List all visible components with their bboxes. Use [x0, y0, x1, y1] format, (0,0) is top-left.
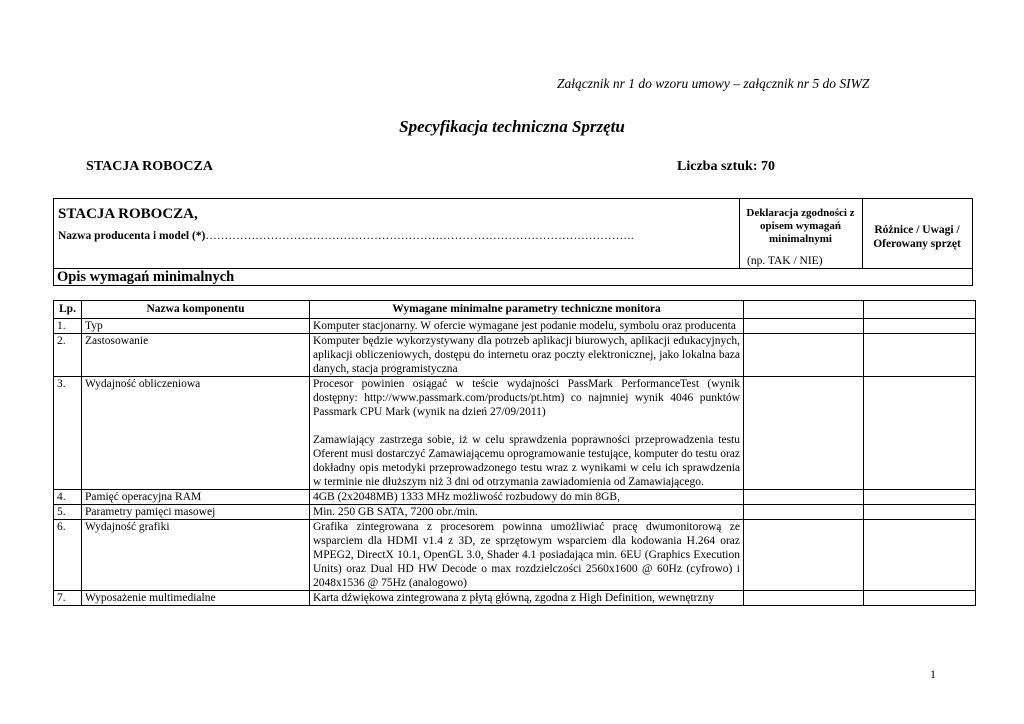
row-declaration-cell[interactable] [744, 505, 864, 520]
row-differences-cell[interactable] [864, 377, 976, 490]
requirement-text: Komputer stacjonarny. W ofercie wymagane jest podanie modelu, symbolu oraz producenta [313, 320, 736, 332]
attachment-reference: Załącznik nr 1 do wzoru umowy – załącznik nr 5 do SIWZ [557, 76, 870, 91]
col-header-declaration [744, 301, 864, 319]
row-differences-cell[interactable] [864, 505, 976, 520]
requirement-text: Komputer będzie wykorzystywany dla potrzeb aplikacji biurowych, aplikacji edukacyjnych, aplikacji obliczeniowych, dostępu do internetu oraz poczty elektronicznej, jako lokalna baza danych, stacja programistyczna [313, 335, 740, 375]
row-component: Typ [82, 319, 310, 334]
table-row [54, 490, 976, 505]
row-requirement [310, 591, 744, 606]
row-component: Wyposażenie multimedialne [82, 591, 310, 606]
col-header-requirements: Wymagane minimalne parametry techniczne monitora [310, 301, 744, 319]
page-number: 1 [930, 667, 936, 681]
row-lp: 4. [54, 490, 82, 505]
row-component: Parametry pamięci masowej [82, 505, 310, 520]
row-component: Wydajność grafiki [82, 520, 310, 591]
requirement-text: Min. 250 GB SATA, 7200 obr./min. [313, 506, 478, 518]
header-box-product [54, 199, 740, 268]
requirement-text: Karta dźwiękowa zintegrowana z płytą główną, zgodna z High Definition, wewnętrzny [313, 592, 715, 604]
row-declaration-cell[interactable] [744, 334, 864, 377]
row-differences-cell[interactable] [864, 334, 976, 377]
row-requirement [310, 319, 744, 334]
row-declaration-cell[interactable] [744, 591, 864, 606]
col-header-component: Nazwa komponentu [82, 301, 310, 319]
specification-table [53, 300, 976, 606]
row-component: Wydajność obliczeniowa [82, 377, 310, 490]
row-lp: 2. [54, 334, 82, 377]
producer-label: Nazwa producenta i model (*) [58, 230, 206, 242]
row-requirement [310, 505, 744, 520]
row-declaration-cell[interactable] [744, 377, 864, 490]
row-component: Zastosowanie [82, 334, 310, 377]
row-differences-cell[interactable] [864, 490, 976, 505]
table-row [54, 505, 976, 520]
row-declaration-cell[interactable] [744, 490, 864, 505]
row-component: Pamięć operacyjna RAM [82, 490, 310, 505]
requirements-heading: Opis wymagań minimalnych [57, 269, 235, 285]
requirement-text: Zamawiający zastrzega sobie, iż w celu sprawdzenia poprawności przeprowadzenia testu Oferent musi dostarczyć Zamawiającemu oprogramowanie testujące, komputer do testu oraz dokładny opis metodyki przeprowadzonego testu wraz z wynikami w celu ich sprawdzenia w terminie nie dłuższym niż 3 dni od otrzymania zawiadomienia od Zamawiającego. [313, 434, 740, 488]
station-label: STACJA ROBOCZA [86, 159, 213, 174]
col-header-lp: Lp. [54, 301, 82, 319]
col-header-differences [864, 301, 976, 319]
row-differences-cell[interactable] [864, 319, 976, 334]
header-box-declaration [739, 199, 863, 268]
declaration-title: Deklaracja zgodności z opisem wymagań minimalnymi [746, 207, 855, 245]
producer-value: …………………………………………………………………………………………………. [205, 230, 634, 242]
producer-line [58, 230, 634, 242]
row-differences-cell[interactable] [864, 520, 976, 591]
row-lp: 3. [54, 377, 82, 490]
row-lp: 1. [54, 319, 82, 334]
row-declaration-cell[interactable] [744, 319, 864, 334]
requirement-text: Grafika zintegrowana z procesorem powinna umożliwiać pracę dwumonitorową ze wsparciem dla HDMI v1.4 z 3D, ze sprzętowym wsparciem dla kodowania H.264 oraz MPEG2, DirectX 10.1, OpenGL 3.0, Shader 4.1 posiadająca min. 6EU (Graphics Execution Units) oraz Dual HD HW Decode o max rozdzielczości 2560x1600 @ 60Hz (cyfrowo) i 2048x1536 @ 75Hz (analogowo) [313, 521, 740, 589]
row-requirement [310, 520, 744, 591]
requirement-text: 4GB (2x2048MB) 1333 MHz możliwość rozbudowy do min 8GB, [313, 491, 620, 503]
header-box-title: STACJA ROBOCZA, [58, 206, 198, 222]
row-requirement [310, 334, 744, 377]
row-lp: 7. [54, 591, 82, 606]
document-title: Specyfikacja techniczna Sprzętu [399, 117, 625, 136]
row-declaration-cell[interactable] [744, 520, 864, 591]
table-row [54, 319, 976, 334]
quantity-label: Liczba sztuk: 70 [677, 159, 775, 174]
row-lp: 5. [54, 505, 82, 520]
requirement-text: Procesor powinien osiągać w teście wydajności PassMark PerformanceTest (wynik dostępny: http://www.passmark.com/products/pt.htm) co najmniej wynik 4046 punktów Passmark CPU Mark (wynik na dzień 27/09/2011) [313, 378, 740, 418]
row-requirement [310, 490, 744, 505]
row-differences-cell[interactable] [864, 591, 976, 606]
table-row [54, 591, 976, 606]
header-box [53, 198, 973, 286]
requirements-heading-row [54, 268, 972, 286]
table-header-row [54, 301, 976, 319]
table-row [54, 377, 976, 490]
table-row [54, 334, 976, 377]
row-requirement [310, 377, 744, 490]
table-row [54, 520, 976, 591]
differences-title: Różnice / Uwagi / Oferowany sprzęt [873, 224, 961, 250]
declaration-note: (np. TAK / NIE) [747, 255, 823, 267]
header-box-differences [862, 199, 972, 268]
row-lp: 6. [54, 520, 82, 591]
